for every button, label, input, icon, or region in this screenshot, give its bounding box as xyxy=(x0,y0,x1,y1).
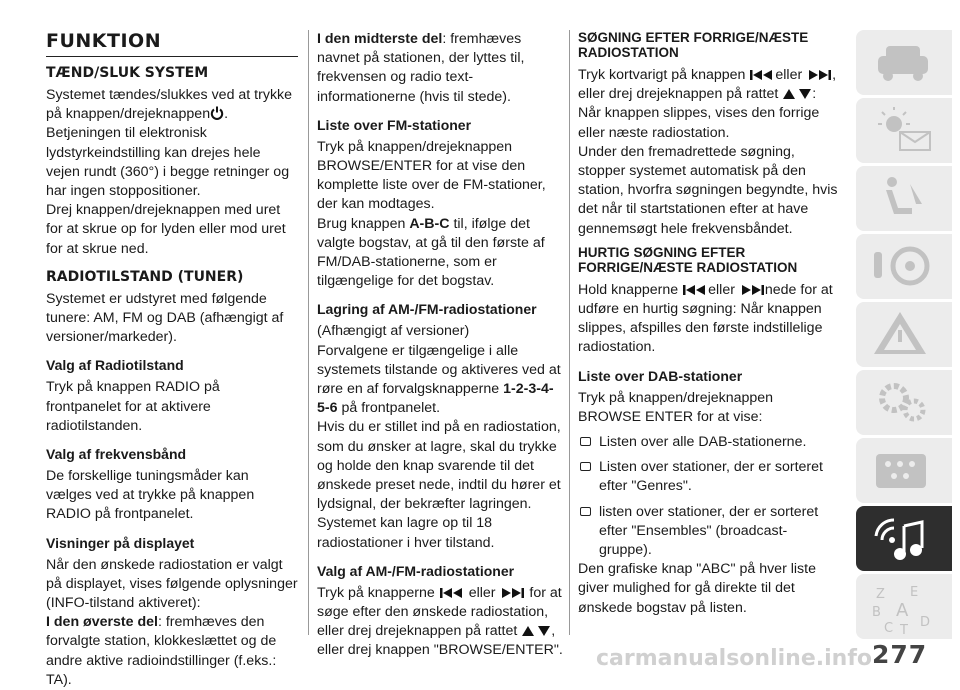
tab-maintenance[interactable] xyxy=(856,370,952,435)
paragraph: (Afhængigt af versioner) xyxy=(317,323,470,340)
index-letter: D xyxy=(920,615,931,630)
paragraph: I den øverste del: fremhæves den forvalgte station, klokkeslættet og de andre aktive radioindstillinger (f.eks.: TA). xyxy=(46,614,277,688)
list-item: Listen over stationer, der er sorteret efter "Genres". xyxy=(578,458,840,496)
tab-car[interactable] xyxy=(856,30,952,95)
index-letter: C xyxy=(884,621,894,636)
heading: Visninger på displayet xyxy=(46,534,195,551)
tab-multimedia[interactable] xyxy=(856,506,952,571)
heading: Liste over FM-stationer xyxy=(317,116,472,133)
tab-warning-lights[interactable] xyxy=(856,98,952,163)
paragraph: De forskellige tuningsmåder kan vælges ved at trykke på knappen RADIO på frontpanelet. xyxy=(46,468,255,523)
column-3 xyxy=(578,30,840,618)
tab-starting[interactable] xyxy=(856,234,952,299)
tab-safety[interactable] xyxy=(856,166,952,231)
heading: Valg af Radiotilstand xyxy=(46,357,184,374)
car-icon xyxy=(870,38,940,88)
paragraph: I den midterste del: fremhæves navnet på stationen, der lyttes til, frekvensen og radio text-informationerne (hvis til stede). xyxy=(317,31,525,105)
up-down-arrows-icon xyxy=(521,625,551,637)
watermark: carmanualsonline.info xyxy=(596,646,872,671)
subsection-heading-tuner: RADIOTILSTAND (TUNER) xyxy=(46,268,244,285)
paragraph: Brug knappen A-B-C til, ifølge det valgte bogstav, at gå til den første af FM/DAB-stationerne, som er tilgængelige for det bogstav. xyxy=(317,215,545,290)
warning-lights-icon xyxy=(870,106,940,156)
column-divider xyxy=(569,30,570,635)
column-divider xyxy=(308,30,309,635)
paragraph: Tryk på knappen/drejeknappen BROWSE ENTER for at vise: xyxy=(578,389,774,425)
seek-forward-icon xyxy=(739,284,765,296)
maintenance-icon xyxy=(870,378,940,428)
paragraph: Systemet kan lagre op til 18 radiostationer i hver tilstand. xyxy=(317,515,495,551)
seek-back-icon xyxy=(682,284,708,296)
paragraph: Drej knappen/drejeknappen med uret for at skrue op for lyden eller mod uret for at skrue ned. xyxy=(46,202,286,257)
index-icon xyxy=(870,582,940,638)
bullet-icon xyxy=(580,507,591,516)
paragraph: Tryk på knappen RADIO på frontpanelet for at aktivere radiotilstanden. xyxy=(46,379,220,434)
title-rule xyxy=(46,56,298,57)
bullet-icon xyxy=(580,437,591,446)
breakdown-icon xyxy=(870,310,940,360)
list-item: listen over stationer, der er sorteret efter "Ensembles" (broadcast-gruppe). xyxy=(578,503,840,561)
section-title: FUNKTION xyxy=(46,30,162,52)
seek-back-icon xyxy=(439,587,465,599)
column-1 xyxy=(46,30,298,690)
tech-data-icon xyxy=(870,446,940,496)
paragraph: Forvalgene er tilgængelige i alle systemets tilstande og aktiveres ved at røre en af forvalgsknapperne 1-2-3-4-5-6 på frontpanelet. xyxy=(317,342,561,417)
heading: Lagring af AM-/FM-radiostationer xyxy=(317,301,537,318)
index-letter: B xyxy=(872,605,881,620)
list-item: Listen over alle DAB-stationerne. xyxy=(578,433,840,452)
seek-forward-icon xyxy=(499,587,525,599)
multimedia-icon xyxy=(870,514,940,564)
paragraph: Systemet er udstyret med følgende tunere: AM, FM og DAB (afhængigt af versioner/markeder). xyxy=(46,290,284,346)
paragraph: Betjeningen til elektronisk lydstyrkeindstilling kan drejes hele vejen rundt (360°) i begge retninger og har ingen stoppositioner. xyxy=(46,125,290,200)
index-letter: A xyxy=(896,600,909,621)
paragraph: Den grafiske knap "ABC" på hver liste giver mulighed for gå direkte til det ønskede bogstav på listen. xyxy=(578,561,816,616)
caps-heading: HURTIG SØGNING EFTER FORRIGE/NÆSTE RADIOSTATION xyxy=(578,244,798,275)
paragraph: Systemet tændes/slukkes ved at trykke på knappen/drejeknappen . xyxy=(46,87,293,123)
caps-heading: SØGNING EFTER FORRIGE/NÆSTE RADIOSTATION xyxy=(578,30,809,60)
paragraph: Når den ønskede radiostation er valgt på displayet, vises følgende oplysninger (INFO-tilstand aktiveret): xyxy=(46,556,298,612)
seek-forward-icon xyxy=(806,69,832,81)
paragraph: Tryk på knappen/drejeknappen BROWSE/ENTER for at vise den komplette liste over de FM-stationer, der kan modtages. xyxy=(317,138,546,213)
paragraph: Tryk på knapperne eller for at søge efter den ønskede radiostation, eller drej drejeknappen på rattet , eller drej knappen "BROWSE/ENTER". xyxy=(317,584,563,659)
seek-back-icon xyxy=(749,69,775,81)
index-letter: Z xyxy=(876,587,885,602)
paragraph: Tryk kortvarigt på knappen eller , eller drej drejeknappen på rattet : Når knappen slippes, vises den forrige eller næste radiostation. xyxy=(578,67,837,141)
bullet-icon xyxy=(580,462,591,471)
tab-index[interactable] xyxy=(856,574,952,639)
chapter-sidebar xyxy=(856,30,952,642)
paragraph: Hvis du er stillet ind på en radiostation, som du ønsker at lagre, skal du trykke og holde den knap svarende til det ønskede preset nede, indtil du hører et lydsignal, der bekræfter lagringen. xyxy=(317,419,561,513)
paragraph: Under den fremadrettede søgning, stopper systemet automatisk på den station, hvorfra søgningen begyndte, hvis det når til startstationen efter at have gennemsøgt hele frekvensbåndet. xyxy=(578,143,838,237)
seat-airbag-icon xyxy=(870,174,940,224)
heading: Liste over DAB-stationer xyxy=(578,367,743,384)
tab-emergency[interactable] xyxy=(856,302,952,367)
heading: Valg af AM-/FM-radiostationer xyxy=(317,562,515,579)
tab-technical-data[interactable] xyxy=(856,438,952,503)
heading: Valg af frekvensbånd xyxy=(46,446,187,463)
power-icon xyxy=(210,106,224,120)
subsection-heading-power: TÆND/SLUK SYSTEM xyxy=(46,65,209,81)
column-2 xyxy=(317,30,564,661)
index-letter: T xyxy=(900,623,908,638)
steering-wheel-icon xyxy=(870,242,940,292)
index-letter: E xyxy=(910,585,919,600)
paragraph: Hold knapperne eller nede for at udføre en hurtig søgning: Når knappen slippes, afspilles den første indstillelige radiostation. xyxy=(578,281,833,356)
page-number: 277 xyxy=(872,640,928,669)
up-down-arrows-icon xyxy=(782,88,812,100)
